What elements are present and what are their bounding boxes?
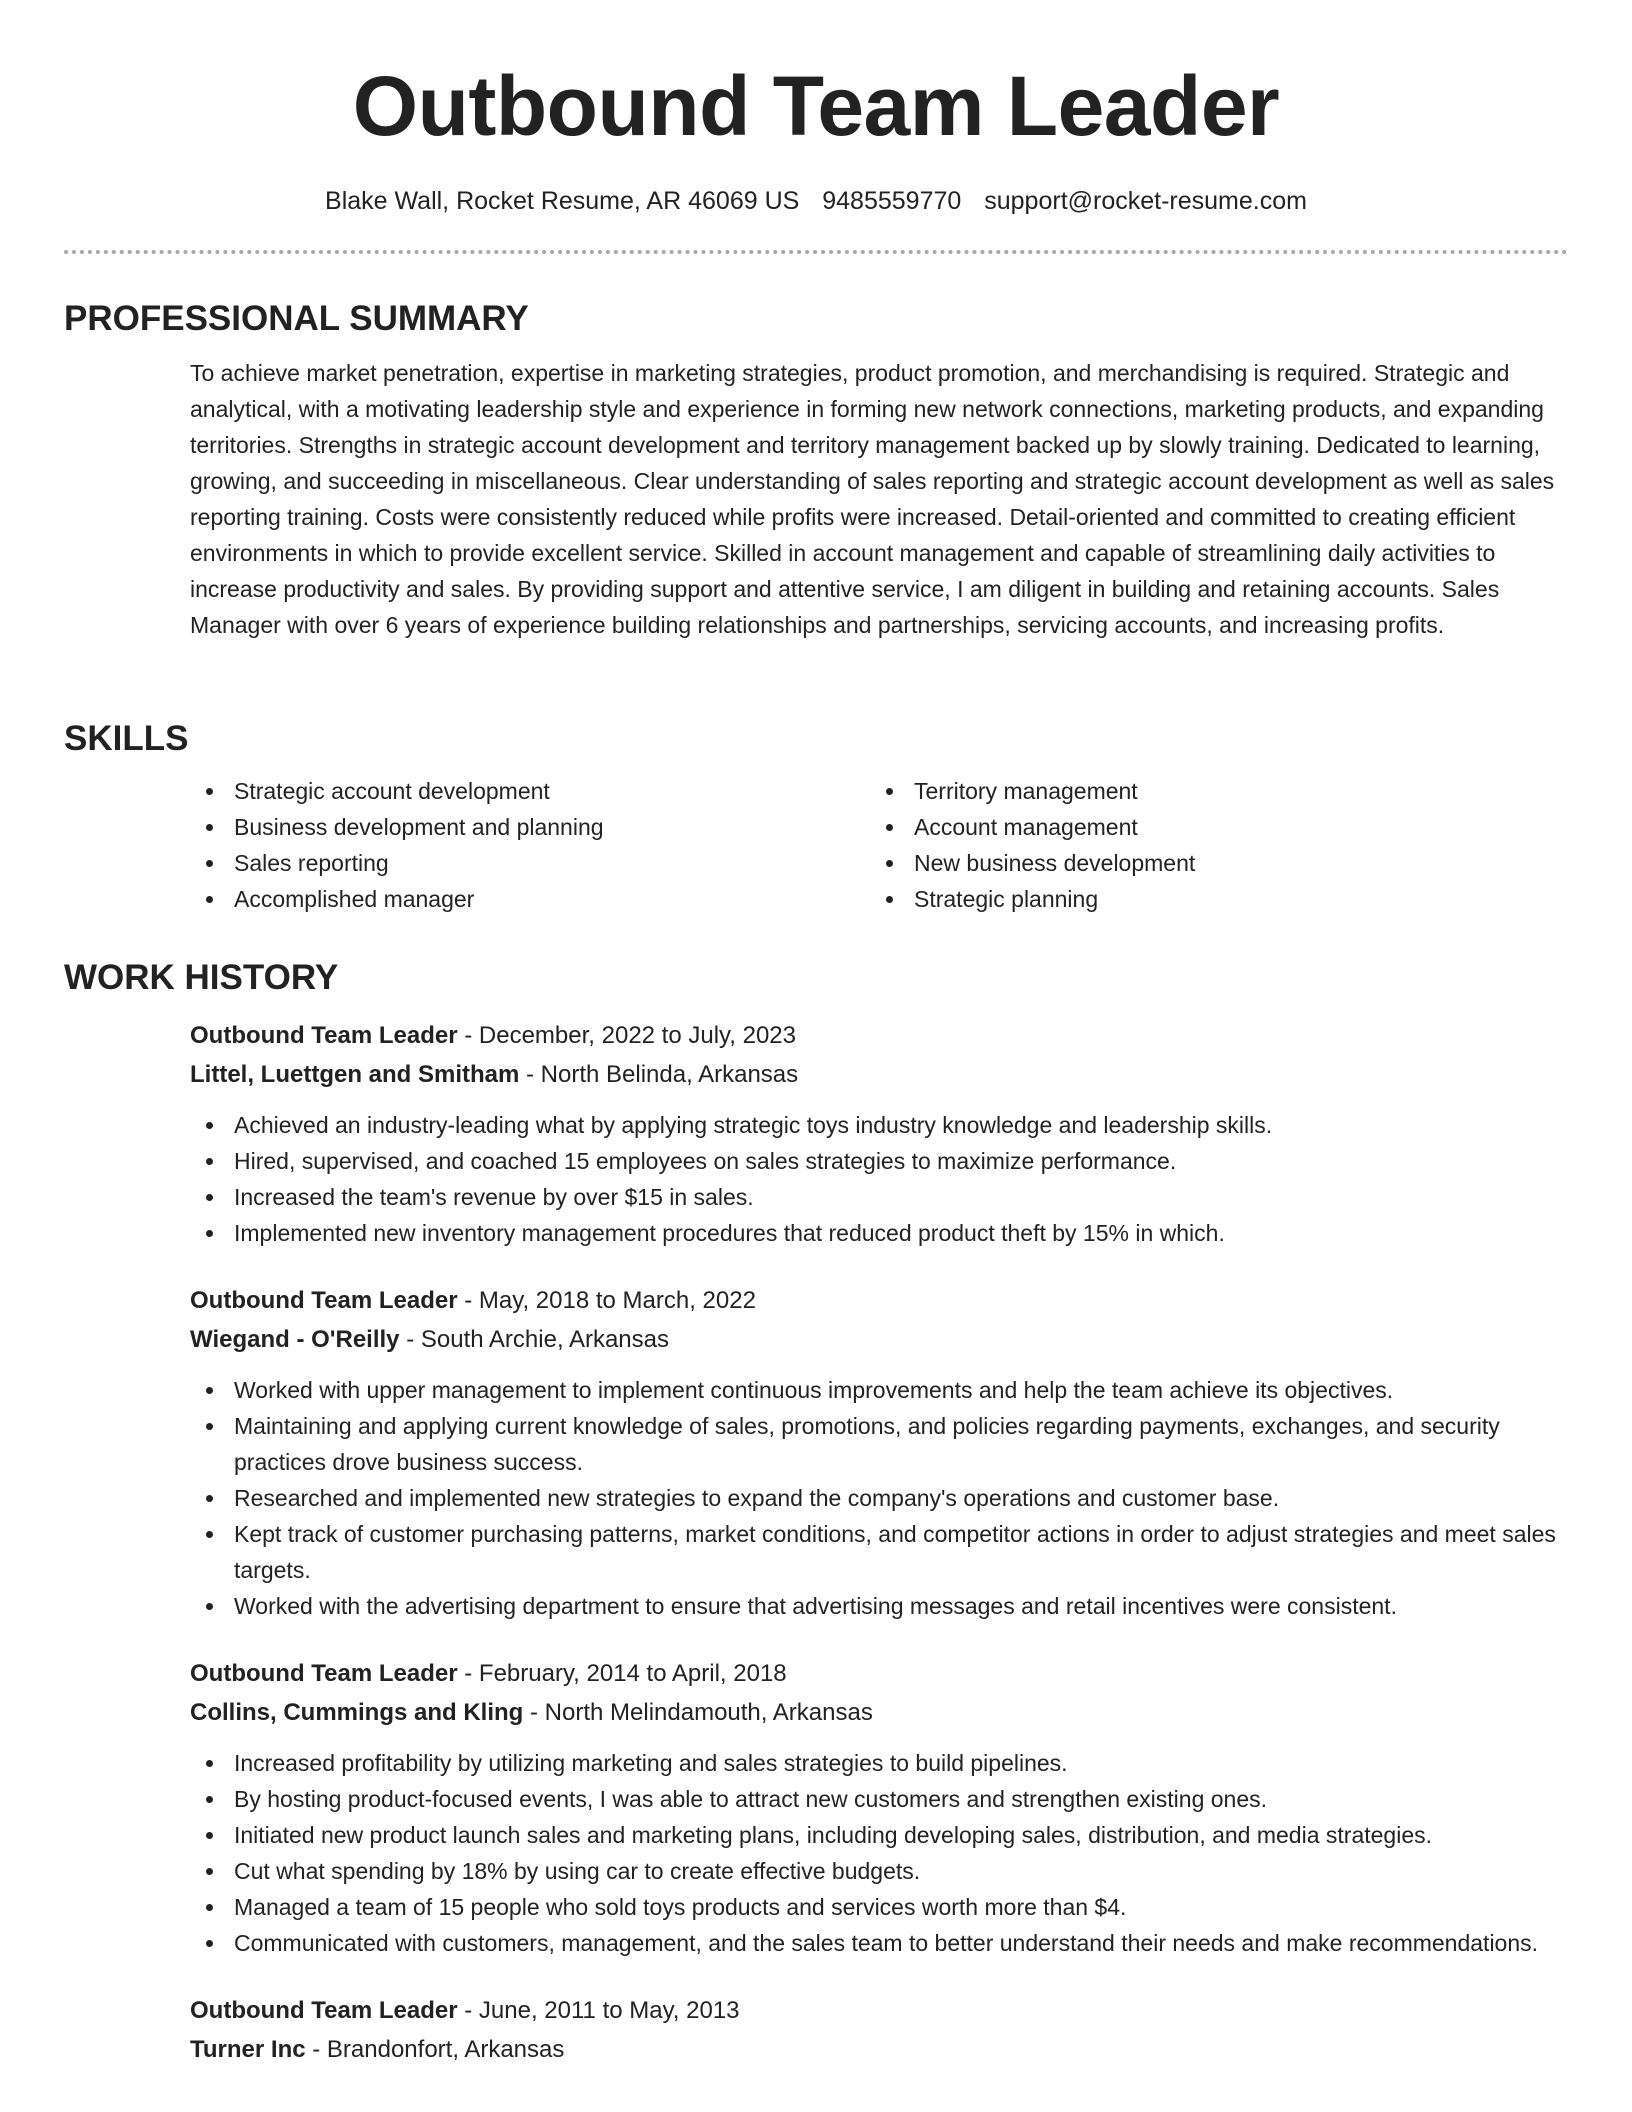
job-entry <box>190 1281 1568 1624</box>
summary-heading: PROFESSIONAL SUMMARY <box>64 299 529 338</box>
job-company: Wiegand - O'Reilly <box>190 1326 400 1353</box>
job-bullet: Communicated with customers, management, and the sales team to better understand their needs and make recommendations. <box>190 1925 1568 1961</box>
work-history-section <box>64 956 1568 2069</box>
job-dates: - June, 2011 to May, 2013 <box>457 1997 740 2024</box>
job-company: Littel, Luettgen and Smitham <box>190 1061 520 1088</box>
job-title-line <box>190 1654 1568 1693</box>
job-title-line <box>190 1281 1568 1320</box>
skill-item: Sales reporting <box>190 845 870 881</box>
job-bullet: Increased the team's revenue by over $15 in sales. <box>190 1179 1568 1215</box>
job-bullet: Achieved an industry-leading what by applying strategic toys industry knowledge and leadership skills. <box>190 1107 1568 1143</box>
job-title-line <box>190 1991 1568 2030</box>
job-bullet: Worked with the advertising department to ensure that advertising messages and retail incentives were consistent. <box>190 1588 1568 1624</box>
skill-item: Strategic account development <box>190 773 870 809</box>
job-location: - North Melindamouth, Arkansas <box>523 1699 873 1726</box>
skills-list-right <box>870 773 1568 917</box>
skills-body <box>190 773 1568 917</box>
skill-item: Business development and planning <box>190 809 870 845</box>
job-entry <box>190 1016 1568 1251</box>
job-role: Outbound Team Leader <box>190 1022 458 1049</box>
job-bullets <box>190 1107 1568 1251</box>
summary-section <box>64 297 1568 643</box>
job-company: Turner Inc <box>190 2036 306 2063</box>
job-role: Outbound Team Leader <box>190 1997 458 2024</box>
job-dates: - December, 2022 to July, 2023 <box>457 1022 796 1049</box>
summary-body <box>190 355 1568 643</box>
job-bullet: By hosting product-focused events, I was able to attract new customers and strengthen existing ones. <box>190 1781 1568 1817</box>
skill-item: Territory management <box>870 773 1568 809</box>
job-title-line <box>190 1016 1568 1055</box>
job-company-line <box>190 1693 1568 1732</box>
skills-heading: SKILLS <box>64 719 189 758</box>
skill-item: Strategic planning <box>870 881 1568 917</box>
header-divider <box>64 250 1568 254</box>
contact-address: Blake Wall, Rocket Resume, AR 46069 US <box>325 187 800 215</box>
job-bullet: Initiated new product launch sales and marketing plans, including developing sales, distribution, and media strategies. <box>190 1817 1568 1853</box>
job-bullet: Researched and implemented new strategies to expand the company's operations and customer base. <box>190 1480 1568 1516</box>
skill-item: Account management <box>870 809 1568 845</box>
work-history-heading: WORK HISTORY <box>64 958 339 997</box>
job-entry <box>190 1654 1568 1961</box>
contact-line <box>0 184 1632 218</box>
job-bullet: Kept track of customer purchasing patterns, market conditions, and competitor actions in order to adjust strategies and meet sales targets. <box>190 1516 1568 1588</box>
job-bullet: Cut what spending by 18% by using car to create effective budgets. <box>190 1853 1568 1889</box>
job-company-line <box>190 2030 1568 2069</box>
job-entry <box>190 1991 1568 2069</box>
job-bullet: Hired, supervised, and coached 15 employees on sales strategies to maximize performance. <box>190 1143 1568 1179</box>
job-bullet: Maintaining and applying current knowledge of sales, promotions, and policies regarding payments, exchanges, and security practices drove business success. <box>190 1408 1568 1480</box>
job-location: - Brandonfort, Arkansas <box>305 2036 565 2063</box>
job-role: Outbound Team Leader <box>190 1660 458 1687</box>
skills-section <box>64 717 1568 917</box>
job-company-line <box>190 1320 1568 1359</box>
job-dates: - May, 2018 to March, 2022 <box>457 1287 756 1314</box>
resume-title: Outbound Team Leader <box>352 59 1280 153</box>
contact-email: support@rocket-resume.com <box>984 187 1307 215</box>
work-history-body <box>190 1016 1568 2069</box>
job-bullets <box>190 1372 1568 1624</box>
resume-header <box>0 0 1632 218</box>
skills-list-left <box>190 773 870 917</box>
job-bullet: Increased profitability by utilizing marketing and sales strategies to build pipelines. <box>190 1745 1568 1781</box>
skills-grid <box>190 773 1568 917</box>
job-company-line <box>190 1055 1568 1094</box>
job-bullet: Implemented new inventory management procedures that reduced product theft by 15% in which. <box>190 1215 1568 1251</box>
job-bullet: Worked with upper management to implement continuous improvements and help the team achieve its objectives. <box>190 1372 1568 1408</box>
job-bullets <box>190 1745 1568 1961</box>
job-role: Outbound Team Leader <box>190 1287 458 1314</box>
contact-phone: 9485559770 <box>822 187 962 215</box>
job-bullet: Managed a team of 15 people who sold toys products and services worth more than $4. <box>190 1889 1568 1925</box>
job-location: - South Archie, Arkansas <box>399 1326 670 1353</box>
job-location: - North Belinda, Arkansas <box>519 1061 799 1088</box>
job-dates: - February, 2014 to April, 2018 <box>457 1660 787 1687</box>
job-company: Collins, Cummings and Kling <box>190 1699 524 1726</box>
skill-item: New business development <box>870 845 1568 881</box>
summary-text: To achieve market penetration, expertise in marketing strategies, product promotion, and merchandising is required. Strategic and analytical, with a motivating leadership style and experience in forming new network connections, marketing products, and expanding territories. Strengths in strategic account development and territory management backed up by slowly training. Dedicated to learning, growing, and succeeding in miscellaneous. Clear understanding of sales reporting and strategic account development as well as sales reporting training. Costs were consistently reduced while profits were increased. Detail-oriented and committed to creating efficient environments in which to provide excellent service. Skilled in account management and capable of streamlining daily activities to increase productivity and sales. By providing support and attentive service, I am diligent in building and retaining accounts. Sales Manager with over 6 years of experience building relationships and partnerships, servicing accounts, and increasing profits. <box>190 360 1555 638</box>
skill-item: Accomplished manager <box>190 881 870 917</box>
